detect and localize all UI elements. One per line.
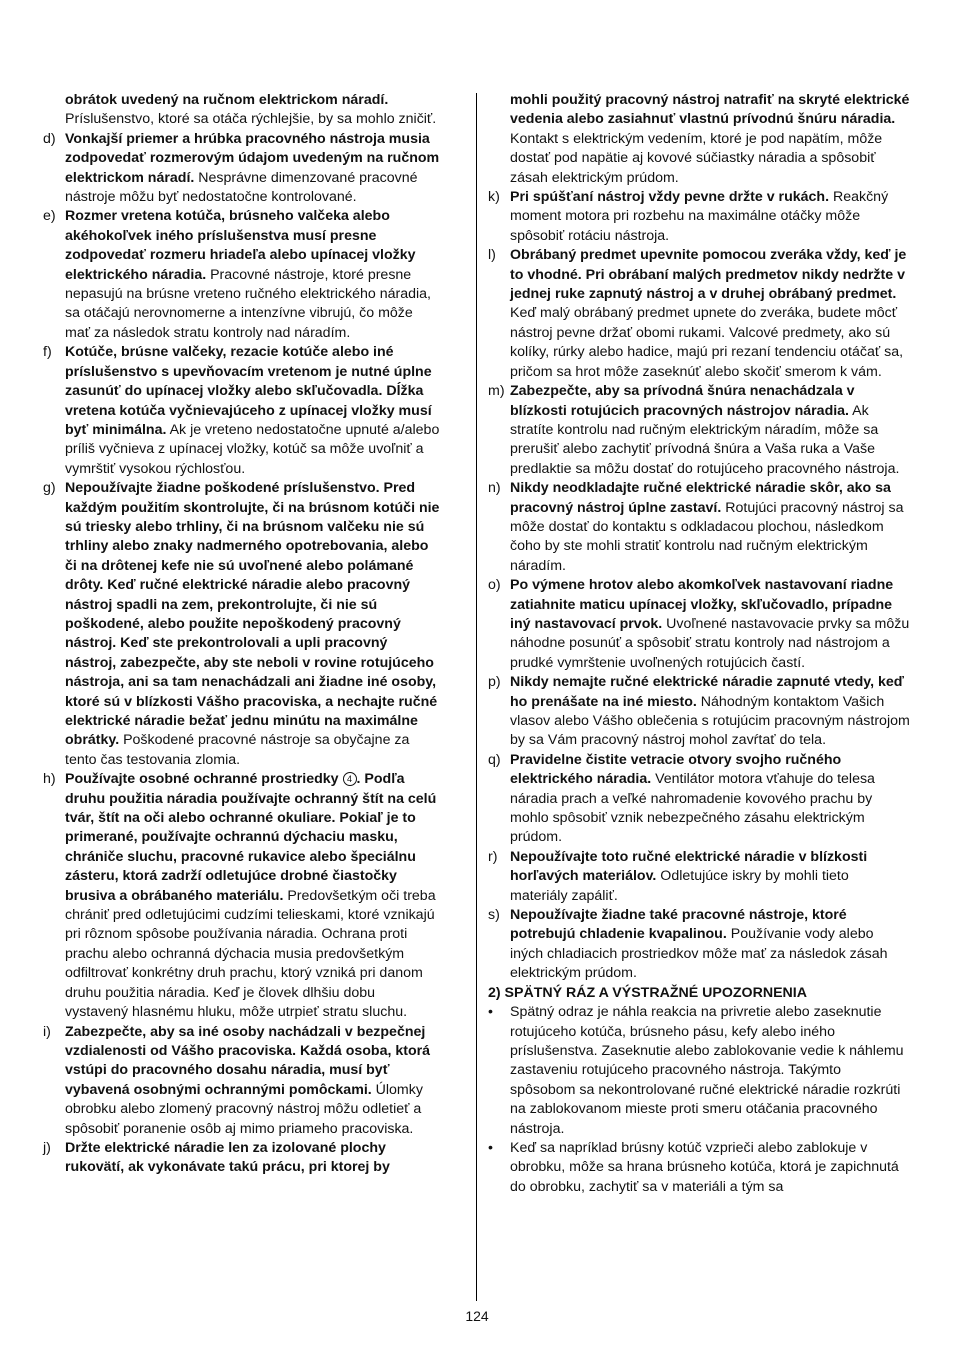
item-bold-text: Držte elektrické náradie len za izolované plochy rukovätí, ak vykonávate takú prácu, pri ktorej by <box>65 1139 390 1176</box>
item-bold-text: Nepoužívajte žiadne také pracovné nástroje, ktoré potrebujú chladenie kvapalinou. <box>510 907 847 943</box>
item-bold-text: Zabezpečte, aby sa prívodná šnúra nenachádzala v blízkosti rotujúcich pracovných nástrojov náradia. <box>510 383 855 419</box>
list-marker: o) <box>488 577 501 594</box>
list-item <box>488 382 910 479</box>
list-marker: s) <box>488 907 500 924</box>
item-text: Náhodným kontaktom Vašich vlasov alebo Vášho oblečenia s rotujúcim pracovným nástrojom by sa Vám pracovný nástroj mohol zavŕtať do tela. <box>510 693 910 749</box>
item-bold-text: Nepoužívajte žiadne poškodené príslušenstvo. Pred každým použitím skontrolujte, či na brúsnom kotúči nie sú triesky alebo trhliny, či na brúsnom valčeku nie sú trhliny alebo znaky nadmerného opotrebovania, alebo či na drôtenej kefe nie sú uvoľnené alebo polámané drôty. Keď ručné elektrické náradie alebo pracovný nástroj spadli na zem, prekontrolujte, či nie sú poškodené, alebo použite nepoškodený pracovný nástroj. Keď ste prekontrolovali a upli pracovný nástroj, zabezpečte, aby ste neboli v rovine rotujúceho nástroja, ani sa tam nenachádzali ani žiadne iné osoby, ktoré sú v blízkosti Vášho pracoviska, a nechajte ručné elektrické náradie bežať jednu minútu na maximálne obrátky. <box>65 480 440 749</box>
list-marker: g) <box>43 480 56 497</box>
list-item <box>43 770 441 1022</box>
list-marker: j) <box>43 1139 51 1156</box>
item-text: Spätný odraz je náhla reakcia na privretie alebo zaseknutie rotujúceho kotúča, brúsneho pásu, kefy alebo iného príslušenstva. Zaseknutie alebo zablokovanie vedie k náhlemu zastaveniu rotujúceho pracovného nástroja. Takýmto spôsobom sa nekontrolované ručné elektrické náradie rozkrúti na zablokovanom mieste proti smeru otáčania pracovného nástroja. <box>510 1004 904 1137</box>
list-marker: • <box>488 1004 493 1021</box>
section-heading: 2) SPÄTNÝ RÁZ A VÝSTRAŽNÉ UPOZORNENIA <box>488 984 807 1001</box>
list-item <box>43 479 441 770</box>
item-text: Pracovné nástroje, ktoré presne nepasujú na brúsne vreteno ručného elektrického náradia, sa otáčajú nerovnomerne a intenzívne vibrujú, čo môže mať za následok stratu kontroly nad náradím. <box>65 266 431 341</box>
item-bold-text: Rozmer vretena kotúča, brúsneho valčeka alebo akéhokoľvek iného príslušenstva musí presne zodpovedať rozmeru hriadeľa alebo upínacej vložky elektrického náradia. <box>65 208 416 283</box>
list-item <box>488 479 910 576</box>
list-marker: p) <box>488 674 501 691</box>
list-item <box>43 207 441 343</box>
list-item <box>488 751 910 848</box>
list-marker: l) <box>488 247 496 264</box>
list-item <box>488 848 910 906</box>
item-bold-text: Používajte osobné ochranné prostriedky <box>65 771 339 788</box>
item-bold-text: obrátok uvedený na ručnom elektrickom náradí. <box>65 92 389 108</box>
item-bold-text: Zabezpečte, aby sa iné osoby nachádzali v bezpečnej vzdialenosti od Vášho pracoviska. Každá osoba, ktorá vstúpi do pracovného dosahu náradia, musí byť vybavená osobnými ochrannými pomôckami. <box>65 1023 431 1098</box>
list-item <box>488 1139 910 1197</box>
item-text: Odletujúce iskry by mohli tieto materiály zapáliť. <box>510 868 849 904</box>
item-bold-text: Obrábaný predmet upevnite pomocou zveráka vždy, keď je to vhodné. Pri obrábaní malých predmetov nikdy nedržte v jednej ruke zapnutý nástroj a v druhej obrábaný predmet. <box>510 247 907 303</box>
list-marker: m) <box>488 383 505 400</box>
list-marker: e) <box>43 208 56 225</box>
item-text: Úlomky obrobku alebo zlomený pracovný nástroj môžu odletieť a spôsobiť poranenie osôb aj mimo priameho pracoviska. <box>65 1081 423 1137</box>
page-number: 124 <box>465 1308 489 1324</box>
item-text: Keď sa napríklad brúsny kotúč vzprieči alebo zablokuje v obrobku, môže sa hrana brúsneho kotúča, ktorá je zapichnutá do obrobku, zachytiť sa v materiáli a tým sa <box>510 1139 899 1195</box>
item-text: Používanie vody alebo iných chladiacich prostriedkov môže mať za následok zásah elektrickým prúdom. <box>510 926 888 982</box>
list-item <box>43 343 441 479</box>
list-marker: k) <box>488 189 500 206</box>
list-marker: q) <box>488 751 501 768</box>
list-item <box>43 1023 441 1139</box>
list-item <box>43 130 441 208</box>
item-bold-text: Vonkajší priemer a hrúbka pracovného nástroja musia zodpovedať rozmerovým údajom uvedeným na ručnom elektrickom náradí. <box>65 130 440 186</box>
list-item <box>488 246 910 382</box>
list-item <box>488 1003 910 1139</box>
item-bold-text: Kotúče, brúsne valčeky, rezacie kotúče alebo iné príslušenstvo s upevňovacím vretenom je nutné úplne zasunúť do upínacej vložky alebo skľučovadla. Dĺžka vretena kotúča vyčnievajúceho z upínacej vložky musí byť minimálna. <box>65 344 432 438</box>
item-text: Predovšetkým oči treba chrániť pred odletujúcimi cudzími telieskami, ktoré vznikajú pri rôznom spôsobe používania náradia. Ochrana proti prachu alebo ochranná dýchacia musia predovšetkým odfiltrovať konkrétny druh prachu, ktorý vzniká pri danom druhu použitia náradia. Keď je človek dlhšiu dobu vystavený hlasnému hluku, môže utrpieť stratu sluchu. <box>65 887 436 1021</box>
left-column <box>43 91 441 1178</box>
item-text: Príslušenstvo, ktoré sa otáča rýchlejšie, by sa mohlo zničiť. <box>65 111 437 128</box>
item-bold-text: Nepoužívajte toto ručné elektrické náradie v blízkosti horľavých materiálov. <box>510 848 868 885</box>
item-bold-text: . Podľa druhu použitia náradia používajte ochranný štít na celú tvár, štít na oči alebo ochranné okuliare. Pokiaľ je to primerané, používajte ochrannú dýchaciu masku, chrániče sluchu, pracovné rukavice alebo špeciálnu zásteru, ktorá zadrží odletujúce drobné čiastočky brusiva a obrábaného materiálu. <box>65 771 437 904</box>
item-bold-text: Po výmene hrotov alebo akomkoľvek nastavovaní riadne zatiahnite maticu upínacej vložky, skľučovadlo, prípadne iný nastavovací prvok. <box>510 577 894 632</box>
item-text: Uvoľnené nastavovacie prvky sa môžu náhodne posunúť a spôsobiť stratu kontroly nad nástrojom a prudké vymrštenie uvoľnených rotujúcich častí. <box>510 615 910 671</box>
list-item <box>488 673 910 751</box>
item-text: Nesprávne dimenzované pracovné nástroje môžu byť nedostatočne kontrolované. <box>65 169 418 206</box>
item-text: Keď malý obrábaný predmet upnete do zveráka, budete môcť nástroj pevne držať obomi rukami. Valcové predmety, ako sú kolíky, rúrky alebo hadice, majú pri rezaní tendenciu otáčať sa, pričom sa hrot môže zaseknúť alebo skočiť smerom k vám. <box>510 305 904 380</box>
list-item <box>43 1139 441 1178</box>
list-marker: f) <box>43 344 52 361</box>
item-text: Ventilátor motora vťahuje do telesa náradia prach a veľké nahromadenie kovového prachu by mohlo spôsobiť vznik nebezpečného zásahu elektrickým prúdom. <box>510 771 875 846</box>
item-text: Kontakt s elektrickým vedením, ktoré je pod napätím, môže dostať pod napätie aj kovové súčiastky náradia a spôsobiť zásah elektrickým prúdom. <box>510 130 883 186</box>
item-bold-text: Pri spúšťaní nástroj vždy pevne držte v rukách. <box>510 189 830 206</box>
item-text: Rotujúci pracovný nástroj sa môže dostať do kontaktu s odkladacou plochou, následkom čoho by ste mohli stratiť kontrolu nad ručným elektrickým náradím. <box>510 499 904 574</box>
figure-reference-icon: 4 <box>343 772 357 786</box>
list-item <box>488 906 910 984</box>
item-text: Poškodené pracovné nástroje sa obyčajne za tento čas testovania zlomia. <box>65 732 410 768</box>
list-marker: n) <box>488 480 501 497</box>
list-marker: r) <box>488 848 498 865</box>
item-bold-text: Pravidelne čistite vetracie otvory svojho ručného elektrického náradia. <box>510 751 842 788</box>
list-marker: d) <box>43 130 56 147</box>
list-item <box>43 91 441 130</box>
list-marker: h) <box>43 771 56 788</box>
item-text: Ak stratíte kontrolu nad ručným elektrickým náradím, môže sa prerušiť alebo zachytiť prívodná šnúra a Vaša ruka a Vaše predlaktie sa môžu dostať do rotujúceho pracovného nástroja. <box>510 402 900 477</box>
item-bold-text: mohli použitý pracovný nástroj natrafiť na skryté elektrické vedenia alebo zasiahnuť vlastnú prívodnú šnúru náradia. <box>510 92 910 128</box>
list-item <box>488 576 910 673</box>
list-marker: • <box>488 1139 493 1156</box>
item-bold-text: Nikdy nemajte ručné elektrické náradie zapnuté vtedy, keď ho prenášate na iné miesto. <box>510 674 904 710</box>
list-marker: i) <box>43 1023 51 1040</box>
column-divider <box>476 93 477 1301</box>
list-item <box>488 91 910 188</box>
item-bold-text: Nikdy neodkladajte ručné elektrické náradie skôr, ako sa pracovný nástroj úplne zastaví. <box>510 480 891 516</box>
item-text: Ak je vreteno nedostatočne upnuté a/alebo príliš vyčnieva z upínacej vložky, kotúč sa môže uvoľniť a vymrštiť vysokou rýchlosťou. <box>65 421 440 477</box>
item-text: Reakčný moment motora pri rozbehu na maximálne otáčky môže spôsobiť rotáciu nástroja. <box>510 189 889 244</box>
list-item <box>488 188 910 246</box>
right-column <box>488 91 910 1197</box>
